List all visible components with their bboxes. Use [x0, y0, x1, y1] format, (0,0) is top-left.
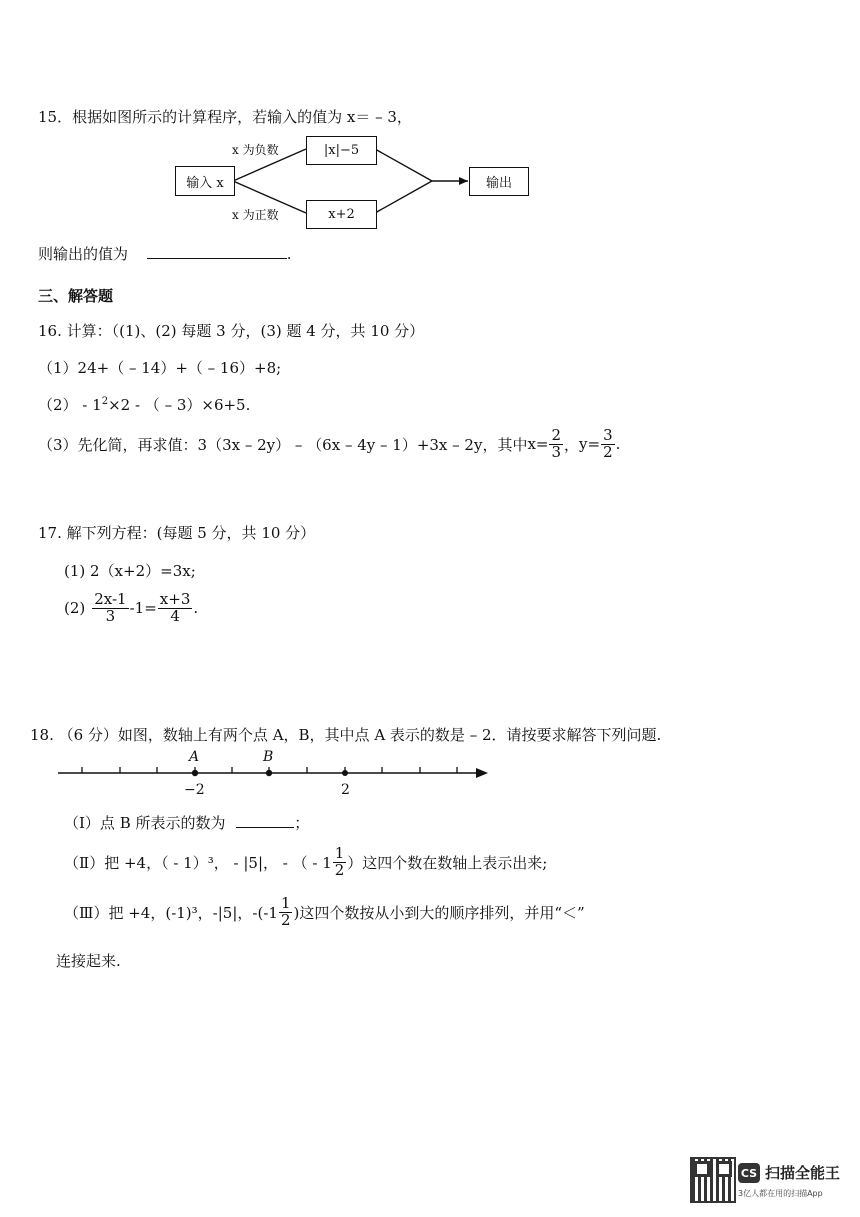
q18-part3-num: 1 — [280, 894, 291, 912]
q17-left-num: 2x-1 — [94, 590, 127, 608]
q18-part3-cont: 连接起来. — [56, 952, 121, 970]
scanner-app-tagline: 3亿人都在用的扫描App — [738, 1189, 823, 1198]
q17-left-den: 3 — [105, 606, 116, 625]
q18-part3-b: )这四个数按从小到大的顺序排列，并用“＜” — [293, 903, 585, 922]
q18-part3-fraction — [279, 896, 293, 929]
q17-part2-end: . — [193, 599, 199, 618]
q16-part3-a: （3）先化简，再求值：3（3x – 2y） – （6x – 4y – 1）+3x – 2y，其中 — [38, 435, 528, 454]
q18-part2-a: （Ⅱ）把 +4，（ - 1）³， - |5|， - （ - 1 — [64, 853, 332, 872]
branch-pos-label: x 为正数 — [232, 208, 279, 222]
q18-part3-a: （Ⅲ）把 +4，(-1)³，-|5|，-(-1 — [64, 903, 278, 922]
q16-y-den: 2 — [603, 442, 613, 461]
qr-code-icon — [690, 1157, 736, 1203]
branch-neg-label: x 为负数 — [232, 143, 279, 157]
pos-op-box: x+2 — [306, 200, 377, 229]
point-a-dot — [192, 770, 198, 776]
tick-label-2: 2 — [341, 782, 350, 798]
q18-part1-b: ； — [294, 814, 310, 832]
q18-part2-b: ）这四个数在数轴上表示出来; — [347, 853, 548, 872]
q16-part3-sep: ， — [564, 435, 580, 454]
q18-part1 — [64, 812, 309, 833]
input-box: 输入 x — [175, 166, 235, 196]
q16-part2-b: ×2 - （ – 3）×6+5. — [108, 396, 251, 414]
scanner-app-name: 扫描全能王 — [765, 1164, 841, 1182]
q16-part2-a: （2） - 1 — [38, 396, 102, 414]
q16-part3-end: . — [615, 435, 621, 454]
q16-title: 16. 计算：（(1)、(2) 每题 3 分，(3) 题 4 分，共 10 分） — [38, 322, 425, 340]
q17-part2-label: (2) — [64, 599, 86, 618]
q16-part3-x: x= — [527, 435, 549, 454]
q18-part2 — [64, 846, 547, 879]
q16-y-num: 3 — [603, 426, 613, 444]
point-b-label: B — [263, 749, 274, 765]
point-a-label: A — [189, 749, 200, 765]
q16-part2-sup: 2 — [101, 396, 109, 407]
q18-part1-blank[interactable] — [236, 827, 294, 828]
q17-right-den: 4 — [170, 606, 180, 625]
q17-title: 17. 解下列方程：(每题 5 分，共 10 分） — [38, 524, 316, 542]
q16-x-den: 3 — [551, 442, 562, 461]
cs-logo: CS — [738, 1163, 760, 1183]
q18-part1-a: （Ⅰ）点 B 所表示的数为 — [64, 814, 226, 832]
q18-part2-num: 1 — [334, 844, 345, 862]
q15-text: 15．根据如图所示的计算程序，若输入的值为 x＝ – 3， — [38, 108, 412, 126]
q16-part1: （1）24+（ – 14）+（ – 16）+8; — [38, 359, 282, 377]
q15-answer-suffix: . — [286, 245, 292, 263]
q17-part2-mid: -1= — [129, 599, 157, 618]
q18-part3 — [64, 896, 585, 929]
section-heading: 三、解答题 — [38, 287, 114, 305]
point-b-dot — [266, 770, 272, 776]
neg-op-box: |x|−5 — [306, 136, 377, 165]
output-box: 输出 — [469, 167, 529, 196]
q18-part3-den: 2 — [280, 910, 291, 929]
q17-right-num: x+3 — [159, 590, 191, 608]
q15-answer-prefix: 则输出的值为 — [38, 245, 129, 263]
q17-part1: (1) 2（x+2）=3x; — [64, 562, 196, 580]
q18-title: 18. （6 分）如图，数轴上有两个点 A，B，其中点 A 表示的数是 – 2．请按要求解答下列问题. — [30, 726, 662, 744]
point-2-dot — [342, 770, 348, 776]
q16-part3-y: y= — [579, 435, 601, 454]
tick-label-neg2: −2 — [184, 782, 205, 798]
q16-x-num: 2 — [551, 426, 562, 444]
q18-part2-den: 2 — [334, 860, 345, 879]
q18-part2-fraction — [333, 846, 347, 879]
